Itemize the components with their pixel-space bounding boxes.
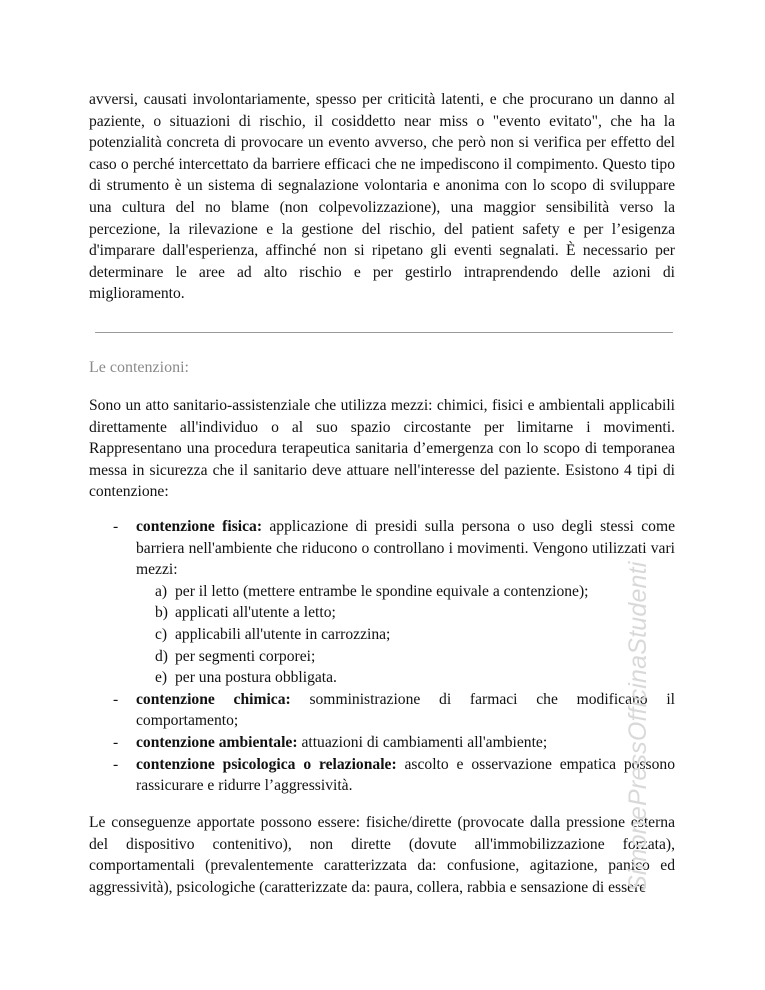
list-item-text: somministrazione di farmaci che modificano il comportamento;: [136, 690, 675, 730]
bullet-dash: -: [113, 733, 119, 751]
bullet-dash: -: [113, 755, 119, 773]
list-item-fisica: [89, 516, 675, 581]
sublist-text: per il letto (mettere entrambe le spondine equivale a contenzione);: [175, 582, 589, 600]
sublist-mezzi: [89, 581, 675, 689]
list-item-psicologica: [89, 754, 675, 797]
closing-paragraph: Le conseguenze apportate possono essere: fisiche/dirette (provocate dalla pressione esterna del dispositivo contenitivo), non dirette (dovute all'immobilizzazione forzata), comportamentali (prevalentemente caratterizzata da: confusione, agitazione, panico ed aggressività), psicologiche (caratterizzate da: paura, collera, rabbia e sensazione di essere: [89, 814, 675, 896]
section-body: [89, 395, 675, 503]
section-title: Le contenzioni:: [89, 359, 189, 376]
sublist-item: [155, 581, 675, 603]
list-item-chimica: [89, 689, 675, 732]
closing-block: [89, 812, 675, 898]
sublist-text: applicati all'utente a letto;: [175, 604, 336, 622]
list-item-term: contenzione ambientale:: [136, 733, 298, 751]
list-item-text: ascolto e osservazione empatica possono rassicurare e ridurre l’aggressività.: [136, 755, 675, 795]
intro-block: [89, 89, 675, 305]
contention-list: [89, 516, 675, 797]
bullet-dash: -: [113, 690, 119, 708]
sublist-text: per segmenti corporei;: [175, 647, 316, 665]
sublist-letter: c): [155, 625, 168, 643]
list-item-text: applicazione di presidi sulla persona o uso degli stessi come barriera nell'ambiente che riducono o controllano i movimenti. Vengono utilizzati vari mezzi:: [136, 518, 675, 579]
sublist-text: per una postura obbligata.: [175, 669, 337, 687]
intro-paragraph: avversi, causati involontariamente, spesso per criticità latenti, e che procurano un danno al paziente, o situazioni di rischio, il cosiddetto near miss o "evento evitato", che ha la potenzialità concreta di provocare un evento avverso, che però non si verifica per effetto del caso o perché intercettato da barriere efficaci che ne impediscono il compimento. Questo tipo di strumento è un sistema di segnalazione volontaria e anonima con lo scopo di sviluppare una cultura del no blame (non colpevolizzazione), una maggior sensibilità verso la percezione, la rilevazione e la gestione del rischio, del patient safety e per l’esigenza d'imparare dall'esperienza, affinché non si ripetano gli eventi segnalati. È necessario per determinare le aree ad alto rischio e per gestirlo intraprendendo delle azioni di miglioramento.: [89, 91, 675, 303]
sublist-letter: e): [155, 669, 168, 687]
sublist-letter: b): [155, 604, 168, 622]
sublist-item: [155, 624, 675, 646]
bullet-dash: -: [113, 518, 119, 535]
sublist-text: applicabili all'utente in carrozzina;: [175, 625, 391, 643]
list-item-term: contenzione fisica:: [136, 518, 263, 535]
watermark-text: SimonePressOfficinaStudenti: [624, 561, 652, 892]
sublist-item: [155, 646, 675, 668]
sublist-item: [155, 667, 675, 689]
list-item-term: contenzione chimica:: [136, 690, 291, 708]
sublist-letter: a): [155, 582, 168, 600]
list-item-ambientale: [89, 732, 675, 754]
section-divider: [95, 332, 673, 333]
sublist-letter: d): [155, 647, 168, 665]
sublist-item: [155, 602, 675, 624]
list-item-text: attuazioni di cambiamenti all'ambiente;: [297, 733, 548, 751]
section-paragraph: Sono un atto sanitario-assistenziale che utilizza mezzi: chimici, fisici e ambientali applicabili direttamente all'individuo o al suo spazio circostante per limitarne i movimenti. Rappresentano una procedura terapeutica sanitaria d’emergenza con lo scopo di temporanea messa in sicurezza che il sanitario deve attuare nell'interesse del paziente. Esistono 4 tipi di contenzione:: [89, 397, 675, 501]
list-item-term: contenzione psicologica o relazionale:: [136, 755, 397, 773]
